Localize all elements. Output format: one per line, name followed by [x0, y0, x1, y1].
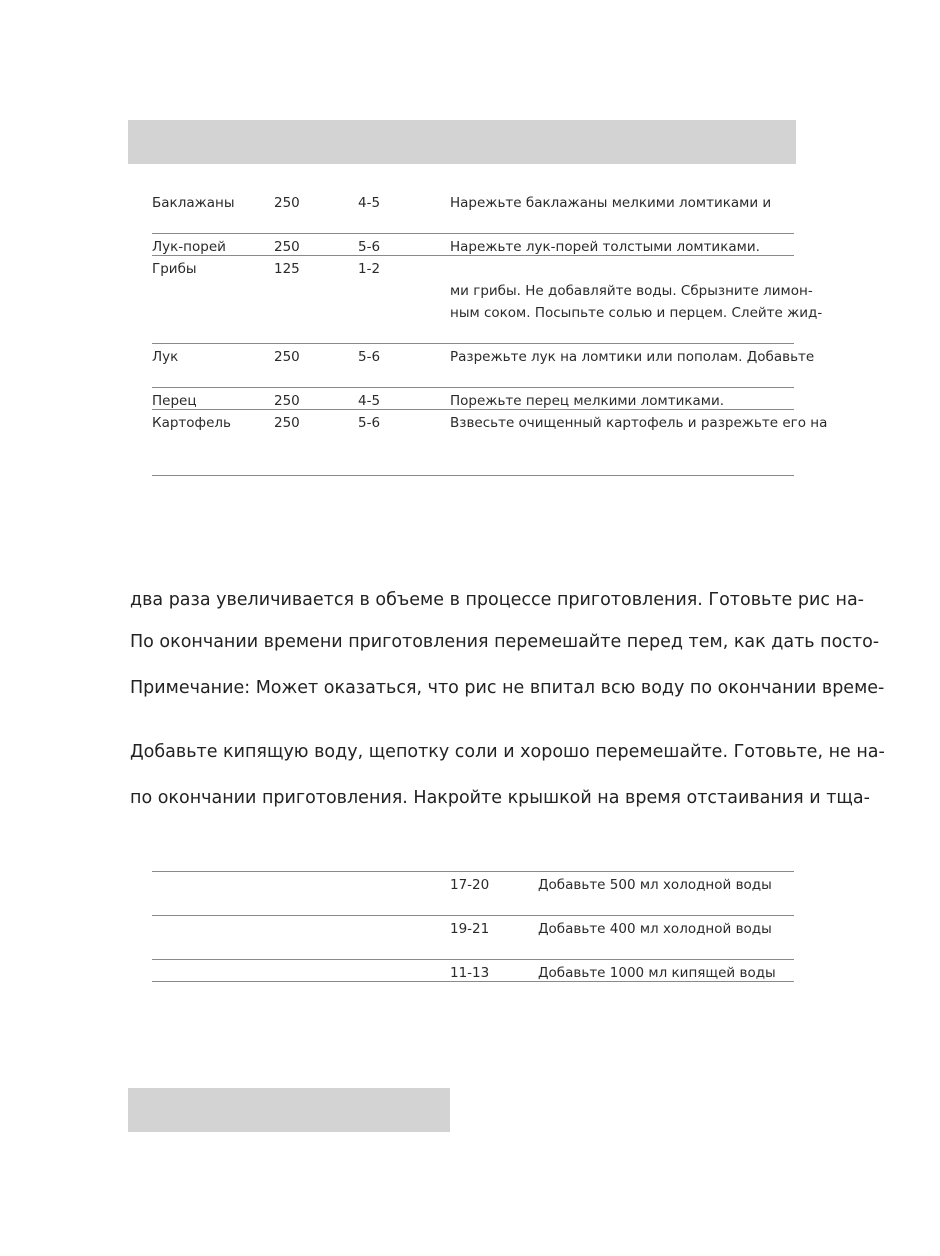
table-cell-name: Лук-порей: [152, 239, 226, 255]
table-cell-time: 1-2: [358, 261, 381, 277]
table-cell-note: Добавьте 1000 мл кипящей воды: [538, 965, 776, 981]
paragraph-line: два раза увеличивается в объеме в процессе приготовления. Готовьте рис на-: [130, 590, 865, 610]
row-divider: [152, 959, 794, 960]
table-cell-weight: 250: [274, 349, 300, 365]
row-divider: [152, 915, 794, 916]
table-cell-note: Добавьте 500 мл холодной воды: [538, 877, 772, 893]
table-cell-time: 4-5: [358, 393, 381, 409]
paragraph-line: По окончании времени приготовления перемешайте перед тем, как дать посто-: [130, 632, 880, 652]
table-bottom-rule: [152, 475, 794, 476]
table-cell-time: 19-21: [450, 921, 490, 937]
table-cell-note: Порежьте перец мелкими ломтиками.: [450, 393, 725, 409]
table-cell-note: Взвесьте очищенный картофель и разрежьте его на: [450, 415, 828, 431]
table-cell-time: 5-6: [358, 415, 381, 431]
footer-bar: [128, 1088, 450, 1132]
table-cell-time: 11-13: [450, 965, 490, 981]
paragraph-line: Примечание: Может оказаться, что рис не впитал всю воду по окончании време-: [130, 678, 885, 698]
table-cell-time: 5-6: [358, 349, 381, 365]
table-cell-weight: 250: [274, 393, 300, 409]
table-cell-name: Грибы: [152, 261, 197, 277]
table-cell-weight: 250: [274, 239, 300, 255]
table-cell-name: Лук: [152, 349, 179, 365]
table-cell-weight: 125: [274, 261, 300, 277]
table-cell-time: 4-5: [358, 195, 381, 211]
row-divider: [152, 233, 794, 234]
table-cell-weight: 250: [274, 415, 300, 431]
table-cell-note: ми грибы. Не добавляйте воды. Сбрызните лимон-: [450, 283, 813, 299]
table-cell-time: 17-20: [450, 877, 490, 893]
header-bar: [128, 120, 796, 164]
table-bottom-rule: [152, 981, 794, 982]
table-cell-note: Нарежьте лук-порей толстыми ломтиками.: [450, 239, 760, 255]
paragraph-line: по окончании приготовления. Накройте крышкой на время отстаивания и тща-: [130, 788, 870, 808]
table-cell-name: Перец: [152, 393, 197, 409]
row-divider: [152, 255, 794, 256]
row-divider: [152, 343, 794, 344]
table-cell-weight: 250: [274, 195, 300, 211]
row-divider: [152, 871, 794, 872]
paragraph-line: Добавьте кипящую воду, щепотку соли и хорошо перемешайте. Готовьте, не на-: [130, 742, 885, 762]
table-cell-note: ным соком. Посыпьте солью и перцем. Слейте жид-: [450, 305, 823, 321]
table-cell-note: Нарежьте баклажаны мелкими ломтиками и: [450, 195, 772, 211]
table-cell-note: Добавьте 400 мл холодной воды: [538, 921, 772, 937]
table-cell-time: 5-6: [358, 239, 381, 255]
row-divider: [152, 409, 794, 410]
table-cell-name: Картофель: [152, 415, 231, 431]
table-cell-note: Разрежьте лук на ломтики или пополам. Добавьте: [450, 349, 815, 365]
row-divider: [152, 387, 794, 388]
table-cell-name: Баклажаны: [152, 195, 235, 211]
